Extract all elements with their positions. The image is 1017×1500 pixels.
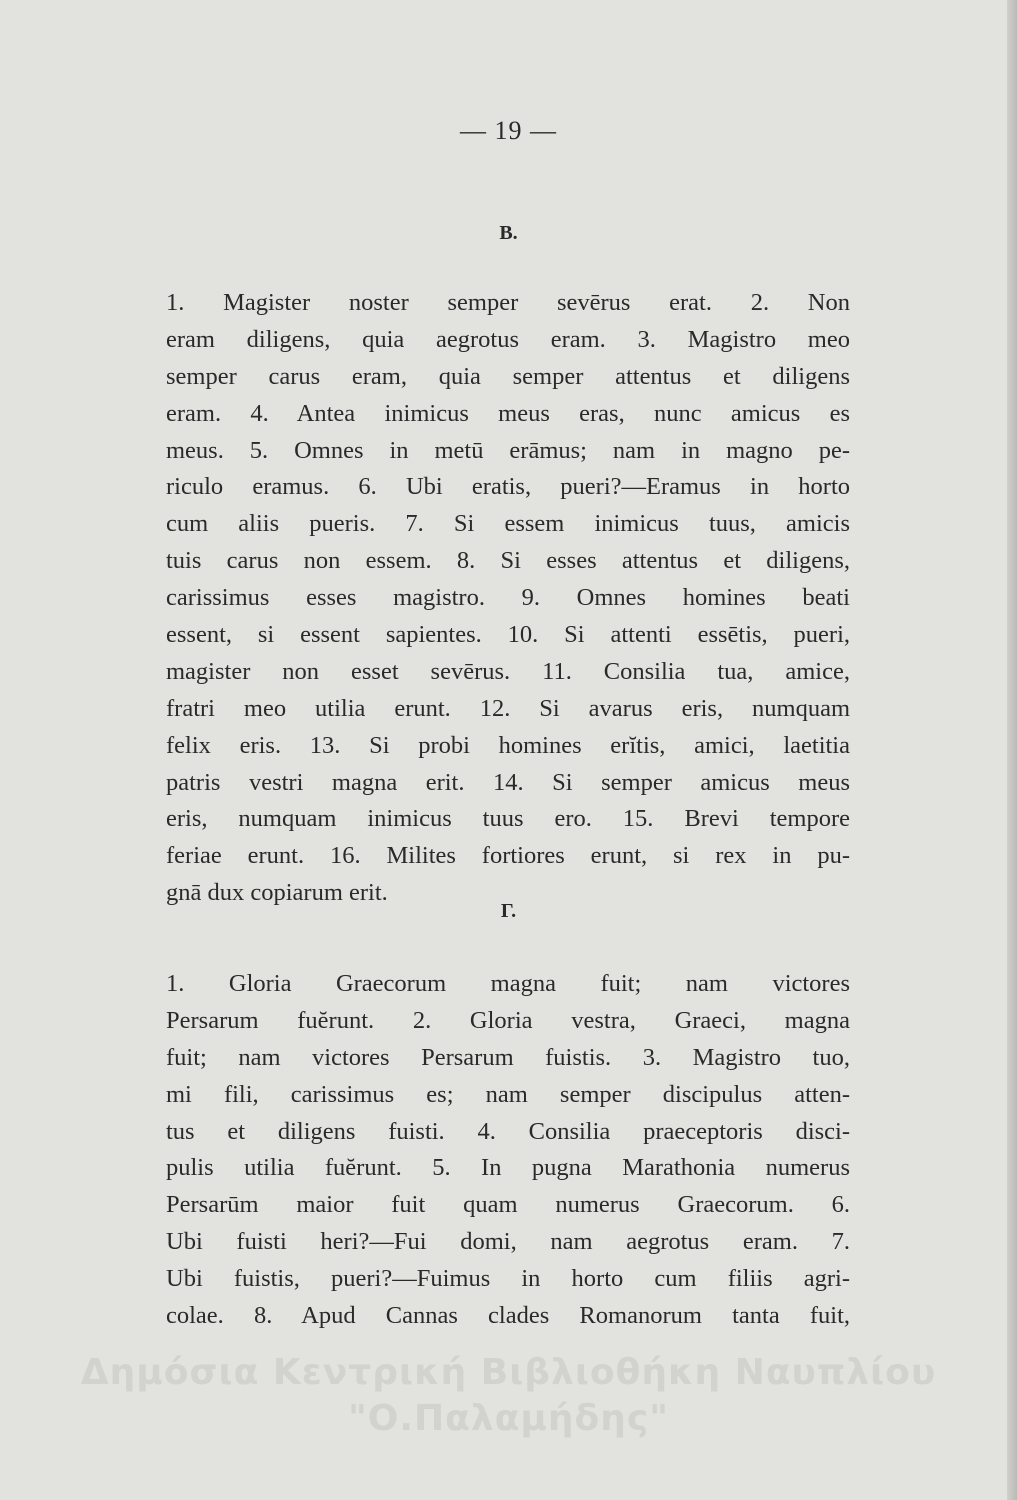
text-line: 1. Gloria Graecorum magna fuit; nam victores	[166, 970, 850, 997]
text-line: eram. 4. Antea inimicus meus eras, nunc amicus es	[166, 399, 850, 427]
text-line: semper carus eram, quia semper attentus et diligens	[166, 362, 850, 390]
text-line: colae. 8. Apud Cannas clades Romanorum tanta fuit,	[166, 1302, 850, 1330]
text-line: Ubi fuisti heri?—Fui domi, nam aegrotus eram. 7.	[166, 1228, 850, 1256]
text-line: felix eris. 13. Si probi homines erĭtis, amici, laetitia	[166, 731, 850, 759]
library-watermark-line-2: "Ο.Παλαμήδης"	[348, 1398, 669, 1439]
text-line: Persarum fuĕrunt. 2. Gloria vestra, Graeci, magna	[166, 1006, 850, 1034]
section-heading-b: B.	[499, 222, 518, 244]
library-watermark-line-1: Δημόσια Κεντρική Βιβλιοθήκη Ναυπλίου	[80, 1352, 937, 1393]
text-line: 1. Magister noster semper sevērus erat. 2. Non	[166, 289, 850, 316]
text-line: pulis utilia fuĕrunt. 5. In pugna Marathonia numerus	[166, 1154, 850, 1182]
text-line: tuis carus non essem. 8. Si esses attentus et diligens,	[166, 547, 850, 575]
text-line: mi fili, carissimus es; nam semper discipulus atten-	[166, 1080, 850, 1108]
text-line: Persarūm maior fuit quam numerus Graecorum. 6.	[166, 1191, 850, 1219]
text-line: fratri meo utilia erunt. 12. Si avarus eris, numquam	[166, 694, 850, 722]
text-line: cum aliis pueris. 7. Si essem inimicus tuus, amicis	[166, 510, 850, 538]
text-line: carissimus esses magistro. 9. Omnes homines beati	[166, 584, 850, 612]
text-line: gnā dux copiarum erit.	[166, 879, 388, 907]
text-line: magister non esset sevērus. 11. Consilia tua, amice,	[166, 657, 850, 685]
page-number: — 19 —	[460, 116, 557, 145]
text-line: tus et diligens fuisti. 4. Consilia praeceptoris disci-	[166, 1117, 850, 1145]
text-line: eram diligens, quia aegrotus eram. 3. Magistro meo	[166, 325, 850, 353]
text-line: eris, numquam inimicus tuus ero. 15. Brevi tempore	[166, 805, 850, 833]
text-line: meus. 5. Omnes in metū erāmus; nam in magno pe-	[166, 436, 850, 464]
section-heading-gamma: Γ.	[500, 900, 517, 922]
text-line: essent, si essent sapientes. 10. Si attenti essētis, pueri,	[166, 621, 850, 649]
text-line: riculo eramus. 6. Ubi eratis, pueri?—Eramus in horto	[166, 473, 850, 501]
exercise-text-b	[166, 285, 850, 912]
text-line: Ubi fuistis, pueri?—Fuimus in horto cum filiis agri-	[166, 1265, 850, 1293]
text-line: patris vestri magna erit. 14. Si semper amicus meus	[166, 768, 850, 796]
text-line: feriae erunt. 16. Milites fortiores erunt, si rex in pu-	[166, 842, 850, 870]
text-line: fuit; nam victores Persarum fuistis. 3. Magistro tuo,	[166, 1043, 850, 1071]
exercise-text-gamma	[166, 966, 850, 1335]
